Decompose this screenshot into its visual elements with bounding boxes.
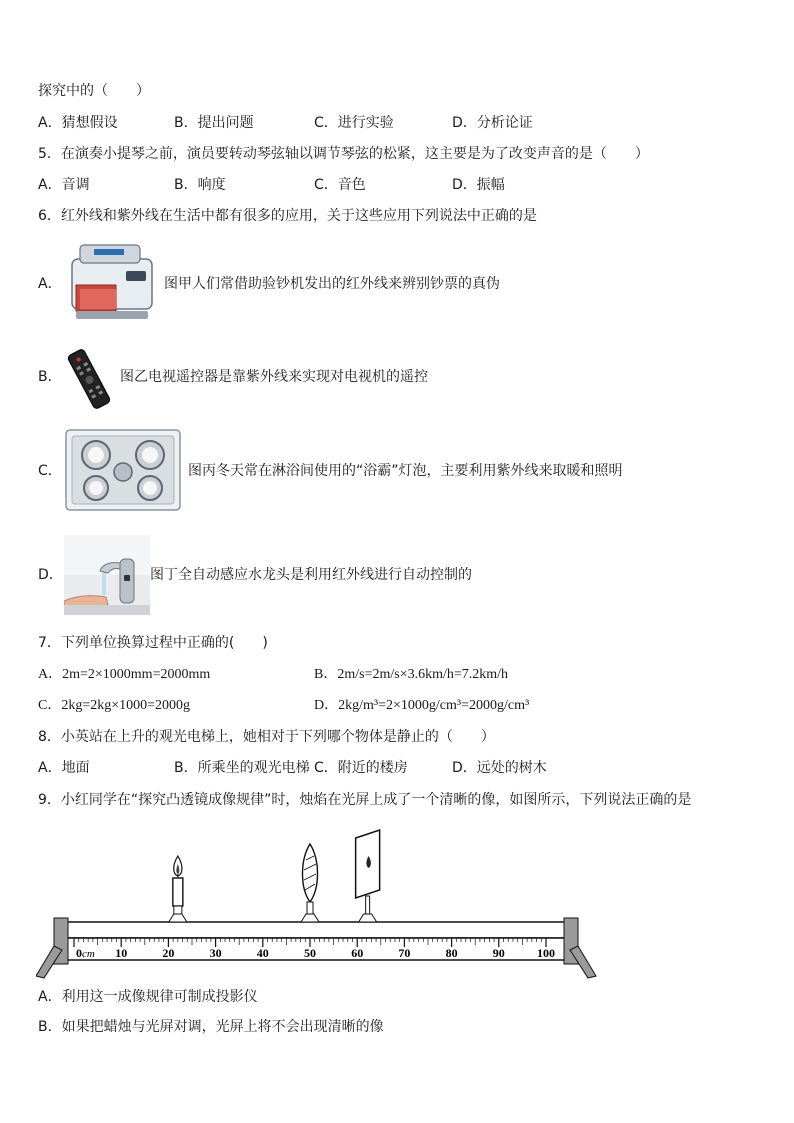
q4-option-a[interactable]: A．猜想假设 — [38, 115, 118, 131]
candle-icon — [169, 856, 187, 922]
scale-tick-label: 40 — [256, 946, 269, 960]
scale-tick-label: 10 — [115, 946, 128, 960]
scale-tick-label: 20 — [162, 946, 175, 960]
optical-bench-figure — [36, 826, 602, 982]
bath-heater-icon — [64, 428, 182, 512]
scale-tick-label: 50 — [304, 946, 316, 960]
q7-option-c[interactable]: C．2kg=2kg×1000=2000g — [38, 698, 191, 713]
q9-option-a[interactable]: A．利用这一成像规律可制成投影仪 — [38, 989, 258, 1005]
scale-tick-label: 30 — [209, 946, 222, 960]
q4-stem-tail: 探究中的（ ） — [38, 83, 150, 99]
q5-option-b[interactable]: B．响度 — [174, 177, 226, 193]
q8-option-c[interactable]: C．附近的楼房 — [314, 760, 408, 776]
q5-option-a[interactable]: A．音调 — [38, 177, 90, 193]
scale-unit-label: cm — [82, 948, 95, 960]
q8-option-a[interactable]: A．地面 — [38, 760, 90, 776]
q8-stem: 8．小英站在上升的观光电梯上，她相对于下列哪个物体是静止的（ ） — [38, 729, 495, 745]
q5-option-c[interactable]: C．音色 — [314, 177, 366, 193]
bench-rail-top — [64, 922, 572, 938]
q6-option-d-text[interactable]: 图丁全自动感应水龙头是利用红外线进行自动控制的 — [150, 567, 472, 583]
q7-option-a[interactable]: A．2m=2×1000mm=2000mm — [38, 667, 211, 682]
convex-lens-icon — [301, 844, 319, 922]
q6-option-d-letter[interactable]: D． — [38, 567, 63, 583]
q5-option-d[interactable]: D．振幅 — [452, 177, 505, 193]
q9-stem: 9．小红同学在“探究凸透镜成像规律”时，烛焰在光屏上成了一个清晰的像，如图所示，下列说法正确的是 — [38, 792, 692, 808]
q6-option-a-text[interactable]: 图甲人们常借助验钞机发出的红外线来辨别钞票的真伪 — [164, 276, 500, 292]
scale-tick-label: 70 — [398, 946, 411, 960]
q4-option-c[interactable]: C．进行实验 — [314, 115, 394, 131]
remote-control-icon — [62, 347, 116, 411]
q4-option-b[interactable]: B．提出问题 — [174, 115, 254, 131]
scale-tick-label: 100 — [537, 946, 555, 960]
q5-stem: 5．在演奏小提琴之前，演员要转动琴弦轴以调节琴弦的松紧，这主要是为了改变声音的是（ ） — [38, 146, 649, 162]
q6-option-a-letter[interactable]: A． — [38, 276, 62, 292]
sensor-faucet-icon — [64, 535, 150, 615]
scale-tick-label: 80 — [445, 946, 458, 960]
light-screen-icon — [356, 830, 380, 922]
q6-option-b-letter[interactable]: B． — [38, 369, 62, 385]
q6-stem: 6．红外线和紫外线在生活中都有很多的应用，关于这些应用下列说法中正确的是 — [38, 208, 537, 224]
scale-tick-label: 90 — [492, 946, 505, 960]
scale-tick-label: 0 — [76, 946, 82, 960]
q6-option-c-text[interactable]: 图丙冬天常在淋浴间使用的“浴霸”灯泡，主要利用紫外线来取暖和照明 — [188, 463, 623, 479]
q6-option-c-letter[interactable]: C． — [38, 463, 62, 479]
q7-option-b[interactable]: B．2m/s=2m/s×3.6km/h=7.2km/h — [314, 667, 509, 682]
q4-option-d[interactable]: D．分析论证 — [452, 115, 533, 131]
q7-option-d[interactable]: D．2kg/m³=2×1000g/cm³=2000g/cm³ — [314, 698, 530, 713]
scale-tick-label: 60 — [351, 946, 364, 960]
q9-option-b[interactable]: B．如果把蜡烛与光屏对调，光屏上将不会出现清晰的像 — [38, 1019, 384, 1035]
money-counter-icon — [66, 241, 158, 325]
q8-option-d[interactable]: D．远处的树木 — [452, 760, 547, 776]
q8-option-b[interactable]: B．所乘坐的观光电梯 — [174, 760, 310, 776]
q7-stem: 7．下列单位换算过程中正确的( ) — [38, 635, 268, 651]
q6-option-b-text[interactable]: 图乙电视遥控器是靠紫外线来实现对电视机的遥控 — [120, 369, 428, 385]
